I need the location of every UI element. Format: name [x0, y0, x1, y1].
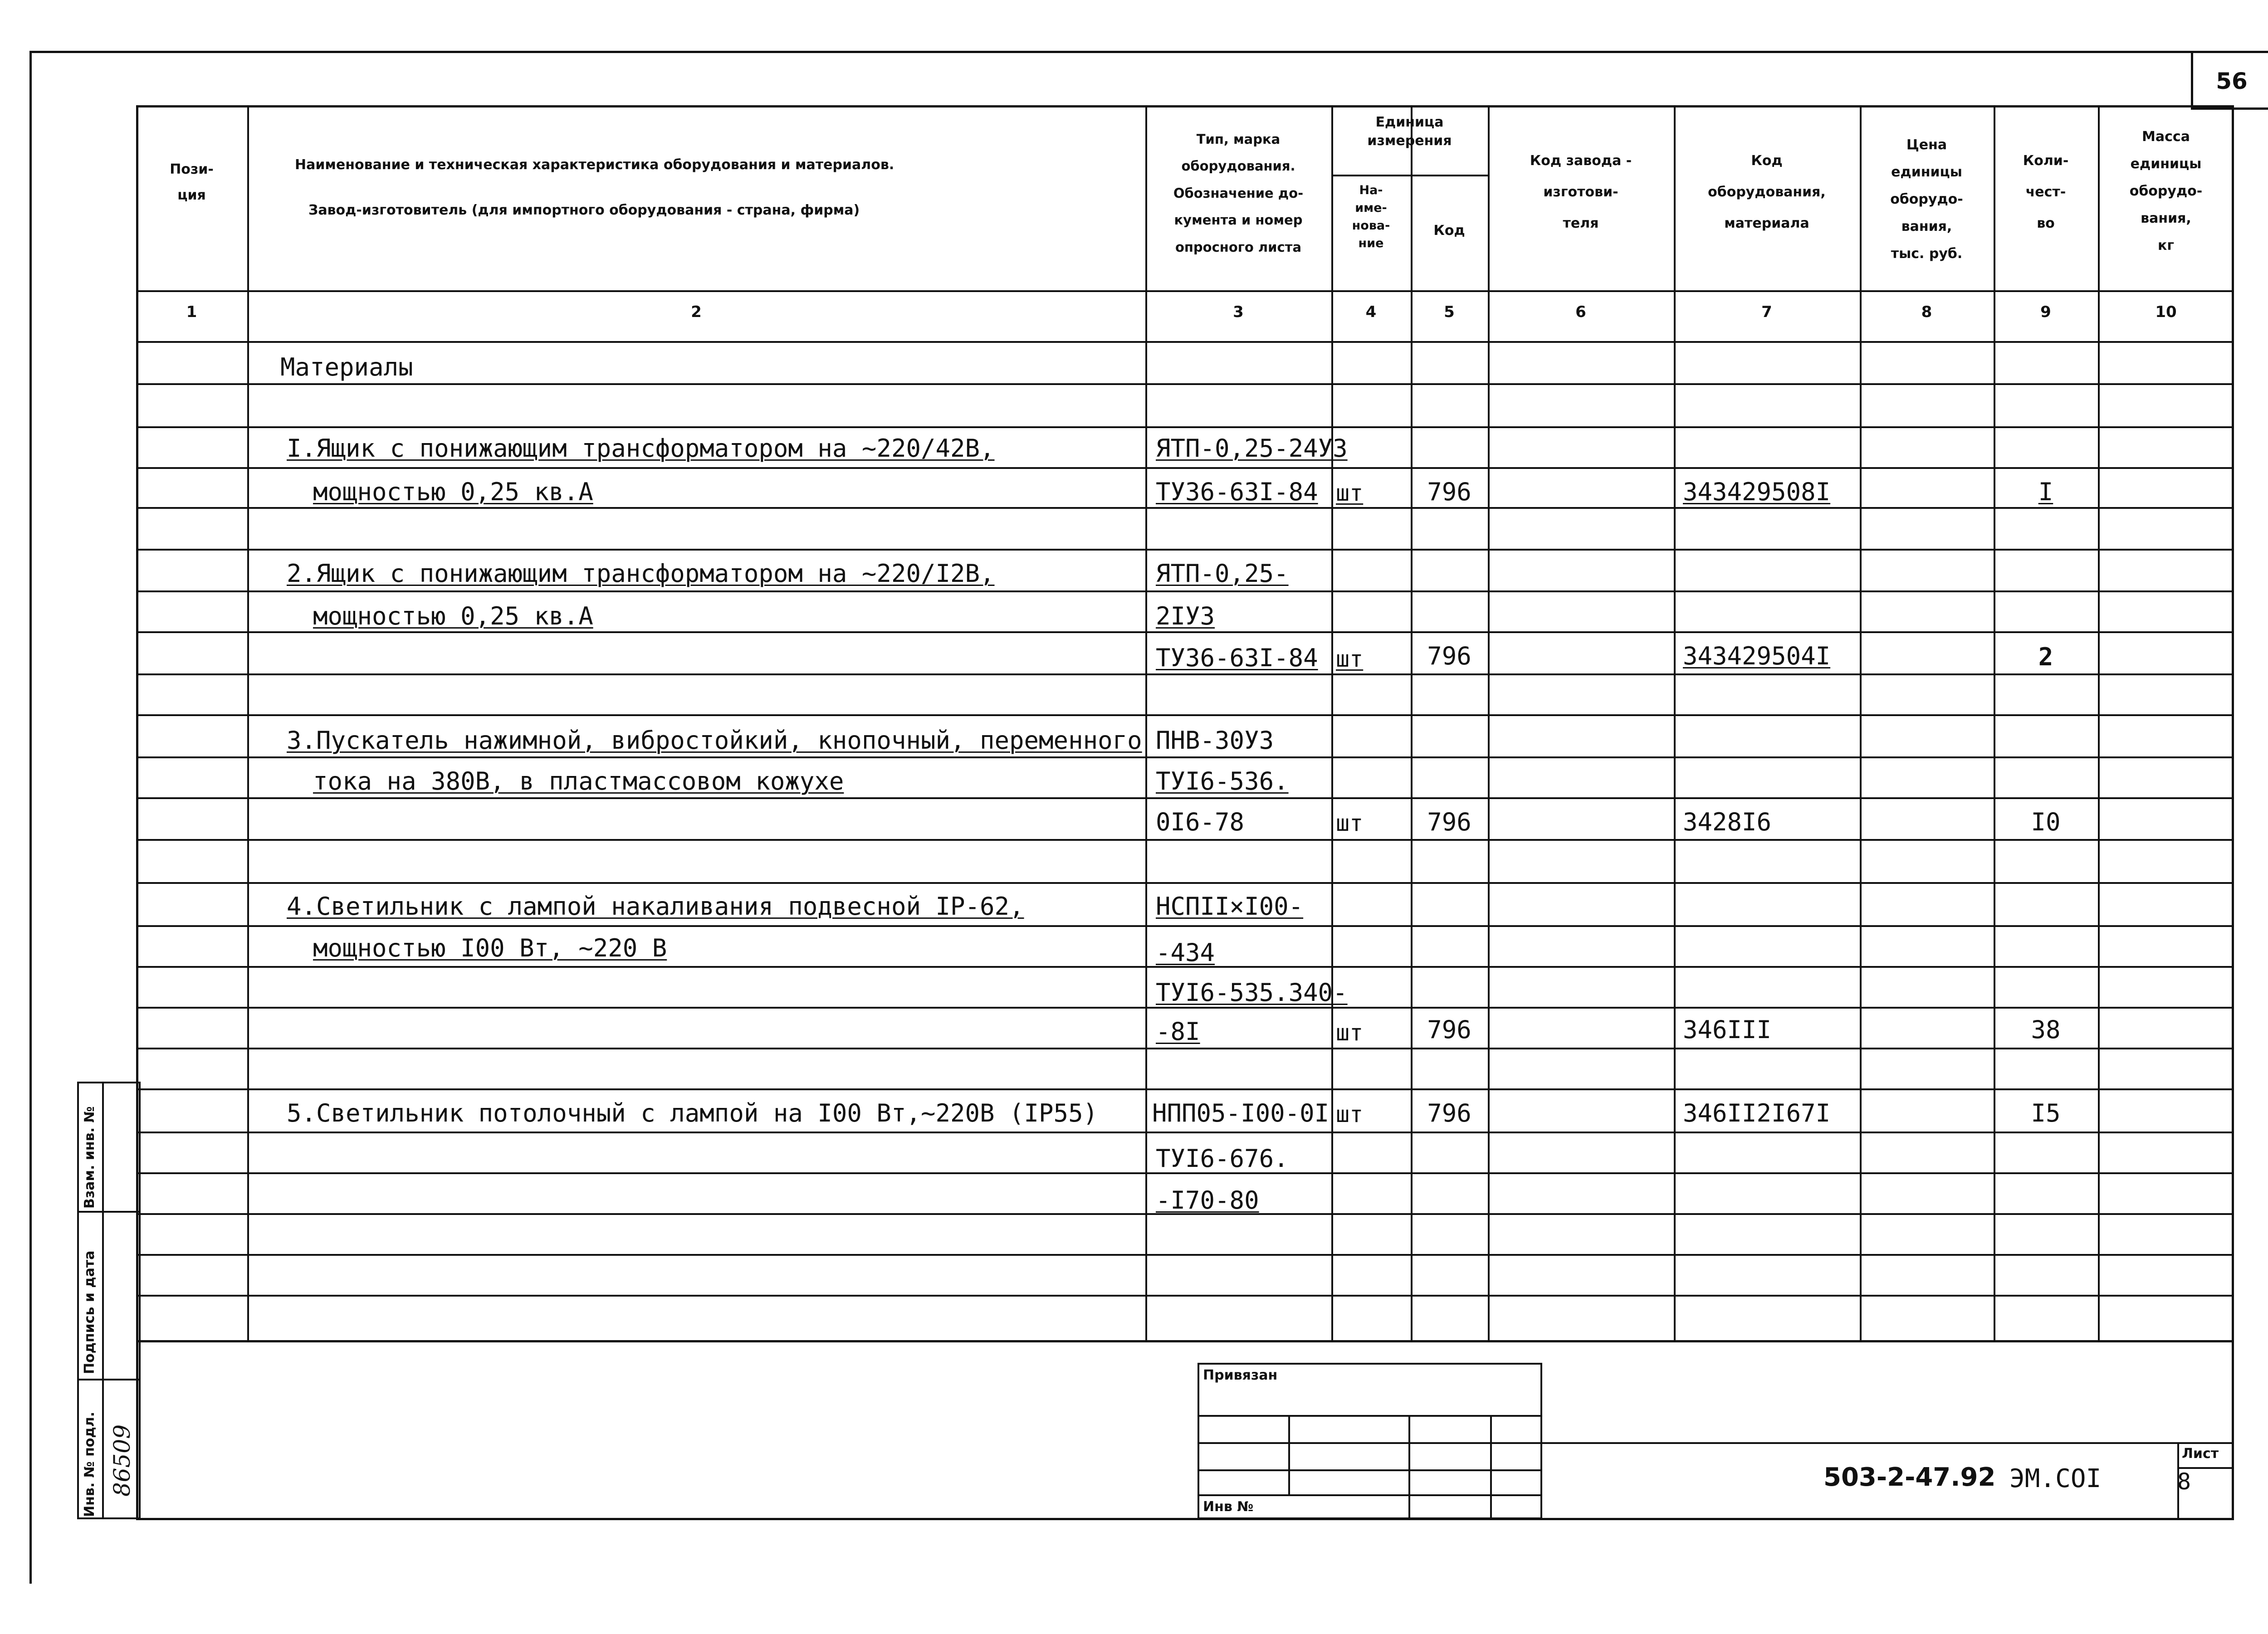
- item2-unit: шт: [1336, 646, 1364, 672]
- main-stamp-line: [1542, 1442, 2234, 1444]
- item5-material-code: 346II2I67I: [1683, 1099, 1831, 1127]
- table-row-line: [136, 714, 2234, 716]
- item4-quantity: 38: [2031, 1015, 2061, 1044]
- col-number-2: 2: [691, 303, 702, 321]
- item2-type-line1: ЯТП-0,25-: [1156, 559, 1289, 588]
- header-unit-code: Код: [1433, 223, 1465, 239]
- table-row-line: [136, 549, 2234, 551]
- document-number: 503-2-47.92: [1823, 1463, 1996, 1492]
- item5-type-line1: НПП05-I00-0I: [1152, 1099, 1330, 1127]
- side-label-inventory: Инв. № подл.: [82, 1411, 98, 1517]
- table-row-line: [136, 383, 2234, 385]
- sheet-number: 8: [2177, 1468, 2191, 1495]
- table-row-line: [136, 797, 2234, 799]
- item5-type-line3: -I70-80: [1156, 1186, 1259, 1215]
- table-row-line: [136, 426, 2234, 428]
- table-row-line: [136, 1007, 2234, 1009]
- table-row-line: [136, 882, 2234, 884]
- header-material-code: Код оборудования, материала: [1708, 153, 1826, 231]
- item3-type-line2: ТУI6-536.: [1156, 767, 1289, 795]
- col-number-9: 9: [2040, 303, 2051, 321]
- item3-unit: шт: [1336, 810, 1364, 836]
- table-row-line: [136, 590, 2234, 592]
- item1-name-line2: мощностью 0,25 кв.А: [313, 478, 593, 506]
- item1-material-code: 343429508I: [1683, 478, 1831, 506]
- col-number-6: 6: [1575, 303, 1586, 321]
- item4-type-line4: -8I: [1156, 1017, 1200, 1046]
- section-title: Материалы: [280, 353, 413, 381]
- header-price: Цена единицы оборудо- вания, тыс. руб.: [1890, 137, 1963, 262]
- header-position: Пози- ция: [170, 161, 214, 203]
- item3-type-line1: ПНВ-30У3: [1156, 726, 1274, 755]
- unit-subheader-line: [1331, 175, 1488, 176]
- header-bottom-line: [136, 290, 2234, 292]
- col-number-1: 1: [186, 303, 197, 321]
- header-unit: Единица измерения: [1367, 114, 1452, 149]
- item5-unit: шт: [1336, 1101, 1364, 1127]
- side-stamp-row1: [77, 1211, 141, 1213]
- item2-unit-code: 796: [1427, 642, 1471, 670]
- table-row-line: [136, 1254, 2234, 1256]
- table-row-line: [136, 1295, 2234, 1297]
- column-line: [1411, 105, 1413, 1340]
- approval-v2: [1408, 1415, 1410, 1519]
- item4-unit-code: 796: [1427, 1015, 1471, 1044]
- item3-unit-code: 796: [1427, 808, 1471, 836]
- sheet-label: Лист: [2182, 1446, 2219, 1462]
- item2-name-line2: мощностью 0,25 кв.А: [313, 602, 593, 630]
- column-line: [247, 105, 249, 1340]
- item4-type-line3: ТУI6-535.340-: [1156, 978, 1348, 1007]
- item5-name-line1: 5.Светильник потолочный с лампой на I00 Вт,~220В (IP55): [287, 1099, 1098, 1127]
- outer-frame-top: [29, 51, 2268, 53]
- item2-name-line1: 2.Ящик с понижающим трансформатором на ~220/I2В,: [287, 559, 995, 588]
- table-row-line: [136, 1088, 2234, 1090]
- table-row-line: [136, 756, 2234, 758]
- column-line: [1674, 105, 1676, 1340]
- document-code: ЭМ.СОI: [2009, 1464, 2102, 1493]
- item1-unit-code: 796: [1427, 478, 1471, 506]
- item4-material-code: 346III: [1683, 1015, 1772, 1044]
- item2-material-code: 343429504I: [1683, 642, 1831, 670]
- header-type: Тип, марка оборудования. Обозначение до- кумента и номер опросного листа: [1173, 132, 1304, 255]
- page-number: 56: [2216, 68, 2248, 94]
- side-stamp-row2: [77, 1379, 141, 1380]
- col-number-3: 3: [1233, 303, 1244, 321]
- col-number-7: 7: [1761, 303, 1772, 321]
- item2-quantity: 2: [2038, 643, 2053, 671]
- approval-v1: [1288, 1415, 1290, 1494]
- item1-quantity: I: [2038, 478, 2053, 506]
- col-number-5: 5: [1444, 303, 1455, 321]
- item4-name-line2: мощностью I00 Вт, ~220 В: [313, 934, 667, 962]
- inventory-label: Инв №: [1203, 1499, 1254, 1515]
- header-unit-name: На- име- нова- ние: [1352, 183, 1390, 251]
- header-name-line2: Завод-изготовитель (для импортного оборудования - страна, фирма): [308, 202, 860, 218]
- header-factory-code: Код завода - изготови- теля: [1530, 153, 1632, 231]
- table-row-line: [136, 1132, 2234, 1133]
- item1-type-line1: ЯТП-0,25-24У3: [1156, 434, 1348, 463]
- header-name-line1: Наименование и техническая характеристика оборудования и материалов.: [295, 157, 894, 173]
- column-line: [1145, 105, 1147, 1340]
- item3-name-line1: 3.Пускатель нажимной, вибростойкий, кнопочный, переменного: [287, 726, 1142, 755]
- item2-type-line2: 2IУ3: [1156, 602, 1215, 630]
- table-row-line: [136, 631, 2234, 633]
- item4-unit: шт: [1336, 1019, 1364, 1046]
- column-line: [1994, 105, 1995, 1340]
- table-row-line: [136, 507, 2234, 509]
- item5-unit-code: 796: [1427, 1099, 1471, 1127]
- item1-type-line2: ТУ36-63I-84: [1156, 478, 1318, 506]
- item1-unit: шт: [1336, 480, 1364, 506]
- column-line: [2098, 105, 2100, 1340]
- item4-type-line1: НСПII×I00-: [1156, 892, 1304, 921]
- column-line: [1331, 105, 1333, 1340]
- column-numbers-bottom-line: [136, 341, 2234, 343]
- item5-quantity: I5: [2031, 1099, 2061, 1127]
- item2-type-line3: ТУ36-63I-84: [1156, 644, 1318, 672]
- item3-type-line3: 0I6-78: [1156, 808, 1245, 836]
- column-line: [1488, 105, 1490, 1340]
- title-block-top-line: [136, 1340, 2234, 1342]
- header-quantity: Коли- чест- во: [2023, 153, 2069, 231]
- col-number-10: 10: [2155, 303, 2177, 321]
- column-line: [1860, 105, 1862, 1340]
- item3-quantity: I0: [2031, 808, 2061, 836]
- approval-v3: [1490, 1415, 1492, 1519]
- table-row-line: [136, 1048, 2234, 1049]
- col-number-8: 8: [1921, 303, 1932, 321]
- col-number-4: 4: [1365, 303, 1377, 321]
- item3-material-code: 3428I6: [1683, 808, 1772, 836]
- side-inventory-number: 86509: [109, 1424, 135, 1497]
- item4-name-line1: 4.Светильник с лампой накаливания подвесной IP-62,: [287, 892, 1024, 921]
- item3-name-line2: тока на 380В, в пластмассовом кожухе: [313, 767, 844, 795]
- table-row-line: [136, 839, 2234, 841]
- table-row-line: [136, 925, 2234, 927]
- item5-type-line2: ТУI6-676.: [1156, 1144, 1289, 1173]
- item4-type-line2: -434: [1156, 938, 1215, 967]
- side-stamp-divider: [102, 1082, 104, 1519]
- side-label-replacement: Взам. инв. №: [82, 1106, 98, 1209]
- item1-name-line1: I.Ящик с понижающим трансформатором на ~220/42В,: [287, 434, 995, 463]
- outer-frame-left: [29, 51, 32, 1584]
- table-row-line: [136, 673, 2234, 675]
- header-mass: Масса единицы оборудо- вания, кг: [2129, 129, 2203, 254]
- approval-label: Привязан: [1203, 1367, 1278, 1383]
- table-row-line: [136, 467, 2234, 469]
- side-label-signature: Подпись и дата: [82, 1250, 98, 1374]
